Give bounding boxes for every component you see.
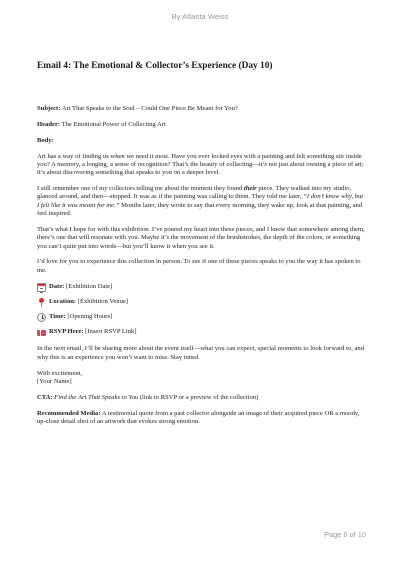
body-label-text: Body: bbox=[37, 136, 54, 144]
subject-label: Subject: bbox=[37, 105, 61, 112]
detail-date bbox=[37, 283, 365, 292]
paragraph-1: Art has a way of finding us when we need it most. Have you ever locked eyes with a painting and felt something stir inside you? A memory, a longing, a sense of recognition? That’s the beauty of collecting—it’s not just about owning a piece of art; it’s about discovering something that speaks to you on a deeper level. bbox=[37, 152, 364, 177]
clock-icon bbox=[37, 313, 46, 322]
paragraph-2-emphasis: their bbox=[243, 185, 257, 193]
next-email-paragraph: In the next email, I’ll be sharing more about the event itself—what you can expect, special moments to look forward to, and why this is an experience you won’t want to miss. Stay tuned. bbox=[37, 345, 365, 361]
header-author: By Atlanta Weiss bbox=[171, 12, 229, 21]
detail-rsvp-label: RSVP Here: bbox=[49, 328, 84, 336]
document-content bbox=[37, 60, 365, 434]
detail-location bbox=[37, 298, 365, 307]
body-label bbox=[37, 137, 365, 145]
cta-line bbox=[37, 394, 365, 402]
paragraph-2-part-b: piece. They walked into my studio, glanced around, and then—stopped. It was as if the painting was calling to them. They told me later, bbox=[37, 185, 352, 201]
paragraph-2 bbox=[37, 185, 365, 218]
cta-emphasis: Find the Art That Speaks to You bbox=[52, 393, 139, 401]
paragraph-3: That’s what I hope for with this exhibition. I’ve poured my heart into these pieces, and I know that somewhere among them, there’s one that will resonate with you. Maybe it’s the movement of the brushstrokes, the depth of the colors, or something you can’t quite put into words—but you’ll know it when you see it. bbox=[37, 225, 365, 250]
cta-text: (link to RSVP or a preview of the collection) bbox=[138, 393, 259, 401]
page-number: Page 6 of 10 bbox=[324, 530, 366, 539]
signoff-line-1: With excitement, bbox=[37, 369, 83, 377]
subject-line bbox=[37, 105, 365, 113]
subject-text: Art That Speaks to the Soul – Could One Piece Be Meant for You? bbox=[60, 105, 238, 112]
ticket-icon bbox=[37, 330, 46, 336]
detail-location-value: [Exhibition Venue] bbox=[76, 298, 128, 306]
page-title: Email 4: The Emotional & Collector’s Experience (Day 10) bbox=[37, 61, 273, 71]
header-line bbox=[37, 121, 365, 129]
header-text: The Emotional Power of Collecting Art bbox=[60, 120, 166, 128]
signoff bbox=[37, 370, 365, 387]
pin-icon bbox=[37, 298, 46, 307]
recommended-media bbox=[37, 410, 365, 427]
header-label: Header: bbox=[37, 120, 61, 128]
cta-label: CTA: bbox=[37, 393, 53, 401]
calendar-icon bbox=[37, 283, 46, 292]
detail-rsvp-value: [Insert RSVP Link] bbox=[83, 328, 137, 336]
paragraph-2-part-c: Months later, they wrote to say that every morning, they wake up, look at that painting, and feel inspired. bbox=[37, 201, 363, 218]
detail-time-value: [Opening Hours] bbox=[65, 313, 113, 321]
detail-date-value: [Exhibition Date] bbox=[64, 282, 113, 290]
paragraph-2-part-a: I still remember one of my collectors telling me about the moment they found bbox=[37, 185, 244, 193]
paragraph-2-quote: “I don’t know why, but I felt like it was meant for me.” bbox=[37, 193, 364, 209]
detail-time bbox=[37, 313, 365, 322]
paragraph-4: I’d love for you to experience this collection in person. To see if one of these pieces speaks to you the way it has spoken to me. bbox=[37, 258, 361, 274]
detail-location-label: Location: bbox=[49, 298, 77, 306]
media-text: A testimonial quote from a past collector alongside an image of their acquired piece OR a moody, up-close detail shot of an artwork that evokes strong emotion. bbox=[37, 409, 360, 426]
detail-rsvp bbox=[37, 328, 365, 336]
media-label: Recommended Media: bbox=[37, 409, 101, 417]
signoff-name: [Your Name] bbox=[37, 377, 72, 385]
detail-time-label: Time: bbox=[49, 313, 66, 321]
detail-date-label: Date: bbox=[49, 282, 65, 290]
